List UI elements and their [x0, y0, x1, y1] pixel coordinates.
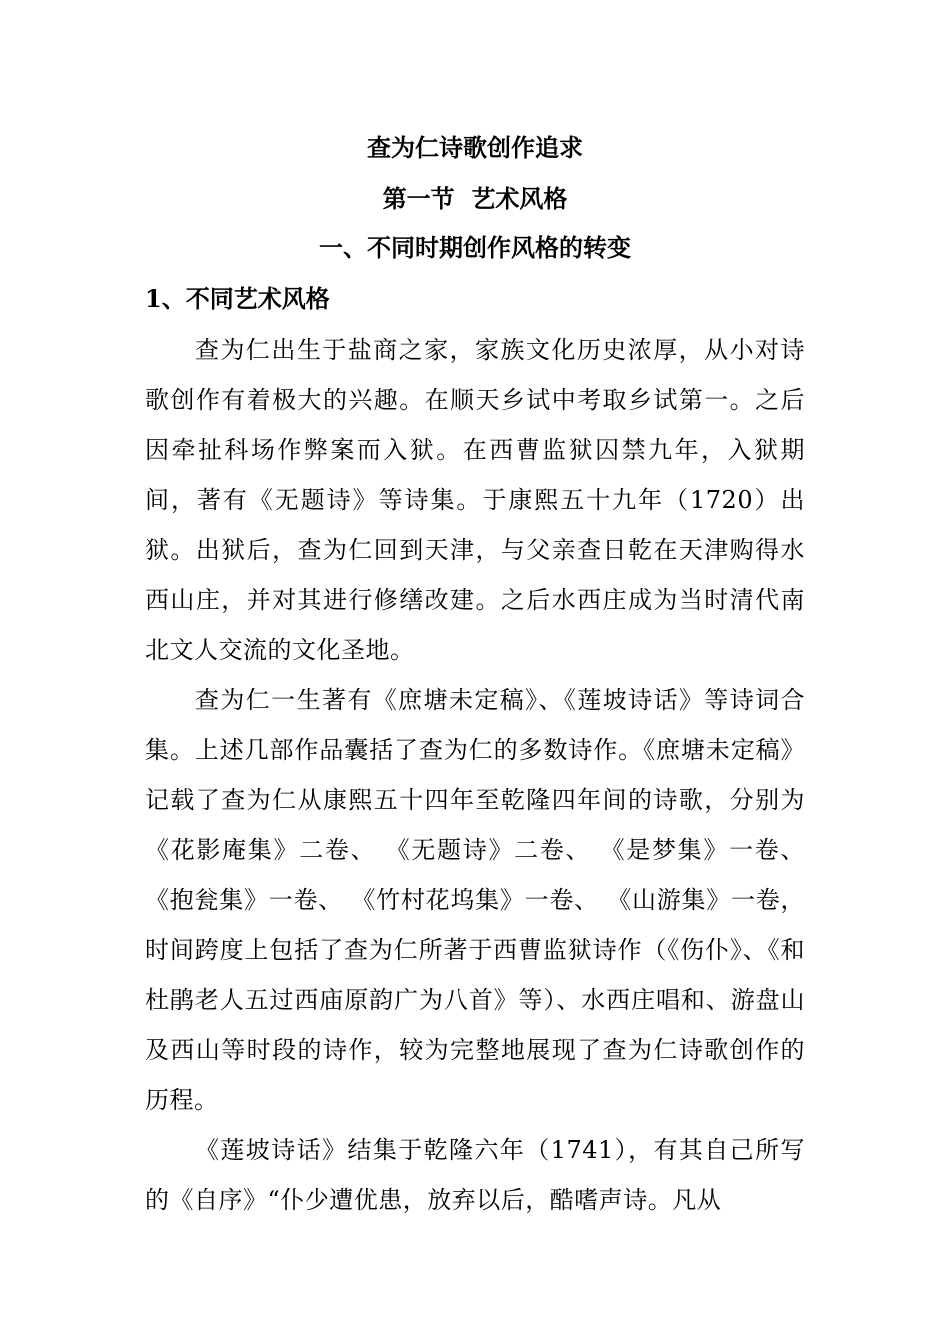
section-title: 第一节 艺术风格 [382, 184, 568, 213]
subsection-title: 一、不同时期创作风格的转变 [319, 233, 631, 262]
document-title: 查为仁诗歌创作追求 [367, 133, 583, 162]
paragraph-3: 《莲坡诗话》结集于乾隆六年（1741），有其自己所写的《自序》“仆少遭优患，放弃以后，酷嗜声诗。凡从 [145, 1136, 805, 1214]
heading-1: 1、不同艺术风格 [145, 284, 330, 313]
paragraph-1: 查为仁出生于盐商之家，家族文化历史浓厚，从小对诗歌创作有着极大的兴趣。在顺天乡试中考取乡试第一。之后因牵扯科场作弊案而入狱。在西曹监狱囚禁九年，入狱期间，著有《无题诗》等诗集。于康熙五十九年（1720）出狱。出狱后，查为仁回到天津，与父亲查日乾在天津购得水西山庄，并对其进行修缮改建。之后水西庄成为当时清代南北文人交流的文化圣地。 [145, 336, 805, 664]
paragraph-2: 查为仁一生著有《庶塘未定稿》、《莲坡诗话》等诗词合集。上述几部作品囊括了查为仁的多数诗作。《庶塘未定稿》记载了查为仁从康熙五十四年至乾隆四年间的诗歌，分别为《花影庵集》二卷、 《无题诗》二卷、 《是梦集》一卷、 《抱瓮集》一卷、 《竹村花坞集》一卷、 《山游集》一卷，时间跨度上包括了查为仁所著于西曹监狱诗作（《伤仆》、《和杜鹃老人五过西庙原韵广为八首》等）、水西庄唱和、游盘山及西山等时段的诗作，较为完整地展现了查为仁诗歌创作的历程。 [145, 686, 805, 1114]
body-text [145, 325, 805, 1225]
